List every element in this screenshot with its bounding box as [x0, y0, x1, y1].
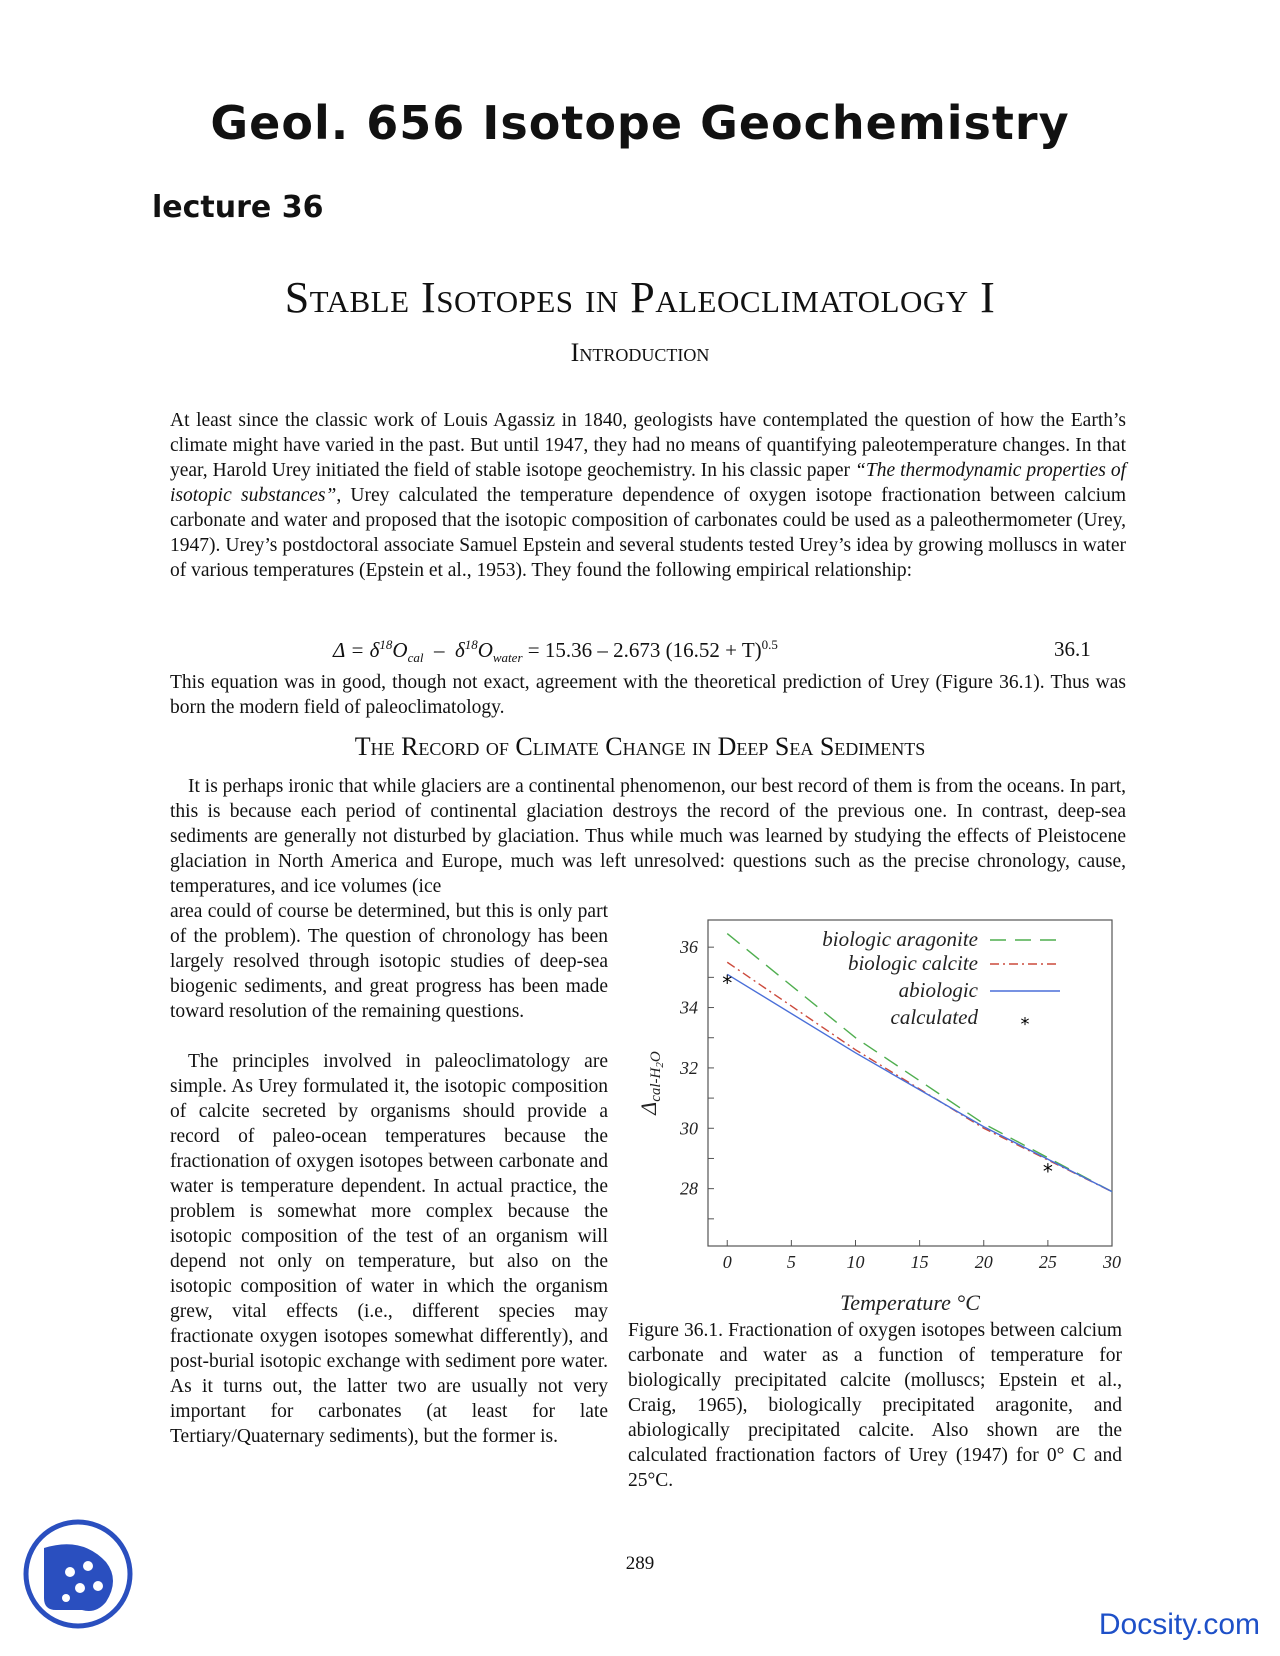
paragraph-principles: The principles involved in paleoclimatology are simple. As Urey formulated it, the isotopic composition of calcite secreted by organisms should provide a record of paleo-ocean temperatures because the fractionation of oxygen isotopes between carbonate and water is temperature dependent. In actual practice, the problem is somewhat more complex because the isotopic composition of the test of an organism will depend not only on temperature, but also on the isotopic composition of water in which the organism grew, vital effects (i.e., different species may fractionate oxygen isotopes somewhat differently), and post-burial isotopic exchange with sediment pore water. As it turns out, the latter two are usually not very important for carbonates (at least for late Tertiary/Quaternary sediments), but the former is.	[170, 1051, 608, 1447]
figure-caption: Figure 36.1. Fractionation of oxygen isotopes between calcium carbonate and water as a function of temperature for biologically precipitated calcite (molluscs; Epstein et al., Craig, 1965), biologically precipitated aragonite, and abiologically precipitated calcite. Also shown are the calculated fractionation factors of Urey (1947) for 0° C and 25°C.	[628, 1320, 1122, 1491]
y-tick-label: 28	[680, 1178, 698, 1199]
eq-exp: 0.5	[761, 637, 778, 652]
equation-body	[333, 637, 778, 666]
y-tick-label: 36	[680, 937, 698, 958]
section-heading-record: The Record of Climate Change in Deep Sea Sediments	[354, 732, 926, 761]
calculated-point: *	[1042, 1159, 1053, 1184]
paper-title: “The thermodynamic properties of isotopic substances”	[170, 460, 1126, 506]
x-tick-label: 5	[786, 1252, 796, 1272]
fractionation-chart	[628, 918, 1128, 1318]
p1-text-after: , Urey calculated the temperature dependence of oxygen isotope fractionation between calcium carbonate and water and proposed that the isotopic composition of carbonates could be used as a paleothermometer (Urey, 1947). Urey’s postdoctoral associate Samuel Epstein and several students tested Urey’s idea by growing molluscs in water of various temperatures (Epstein et al., 1953). They found the following empirical relationship:	[170, 485, 1126, 581]
y-axis-label: Δcal-H2O	[636, 1051, 666, 1115]
chapter-title: Stable Isotopes in Paleoclimatology I	[284, 273, 996, 322]
docsity-logo-icon	[22, 1518, 134, 1630]
equation-number: 36.1	[1054, 637, 1091, 661]
eq-sup1: 18	[379, 637, 393, 652]
paragraph-intro	[170, 408, 1126, 583]
section-heading-introduction: Introduction	[570, 338, 710, 367]
x-tick-label: 25	[1038, 1252, 1057, 1272]
eq-sub1: cal	[407, 650, 424, 666]
y-tick-label: 30	[680, 1118, 698, 1139]
paragraph-agreement: This equation was in good, though not exact, agreement with the theoretical prediction of Urey (Figure 36.1). Thus was born the modern field of paleoclimatology.	[170, 672, 1126, 718]
eq-sup2: 18	[464, 637, 478, 652]
x-tick-label: 15	[910, 1252, 929, 1272]
lecture-label: lecture 36	[152, 190, 324, 225]
y-tick-label: 32	[680, 1057, 698, 1078]
paragraph-glaciers: It is perhaps ironic that while glaciers are a continental phenomenon, our best record of them is from the oceans. In part, this is because each period of continental glaciation destroys the record of the previous one. In contrast, deep-sea sediments are generally not disturbed by glaciation. Thus while much was learned by studying the effects of Pleistocene glaciation in North America and Europe, much was left unresolved: questions such as the precise chronology, cause, temperatures, and ice volumes (ice	[170, 776, 1126, 897]
x-axis-label: Temperature °C	[840, 1290, 980, 1315]
eq-lhs: Δ = δ	[333, 638, 380, 662]
eq-rhs: = 15.36 – 2.673 (16.52 + T)	[522, 638, 762, 662]
legend-label: biologic aragonite	[822, 927, 978, 951]
eq-o2: O	[477, 638, 493, 662]
x-tick-label: 0	[722, 1252, 732, 1272]
p1-text-before: At least since the classic work of Louis Agassiz in 1840, geologists have contemplated the question of how the Earth’s climate might have varied in the past. But until 1947, they had no means of quantifying paleotemperature changes. In that year, Harold Urey initiated the field of stable isotope geochemistry. In his classic paper	[170, 410, 1126, 481]
eq-o1: O	[392, 638, 408, 662]
legend-marker: *	[1020, 1014, 1030, 1035]
page-number: 289	[625, 1553, 655, 1574]
x-tick-label: 10	[846, 1252, 865, 1272]
calculated-point: *	[722, 970, 733, 995]
legend-label: abiologic	[898, 978, 978, 1002]
legend-label: calculated	[890, 1005, 978, 1029]
y-tick-label: 34	[680, 997, 698, 1018]
x-tick-label: 20	[974, 1252, 993, 1272]
x-tick-label: 30	[1103, 1252, 1121, 1272]
docsity-link[interactable]: Docsity.com	[1098, 1608, 1260, 1641]
course-title: Geol. 656 Isotope Geochemistry	[210, 96, 1070, 150]
legend-label: biologic calcite	[847, 951, 978, 975]
eq-minus: – δ	[423, 638, 465, 662]
eq-sub2: water	[492, 650, 523, 666]
paragraph-chronology: area could of course be determined, but this is only part of the problem). The question of chronology has been largely resolved through isotopic studies of deep-sea biogenic sediments, and great progress has been made toward resolution of the remaining questions.	[170, 901, 608, 1022]
